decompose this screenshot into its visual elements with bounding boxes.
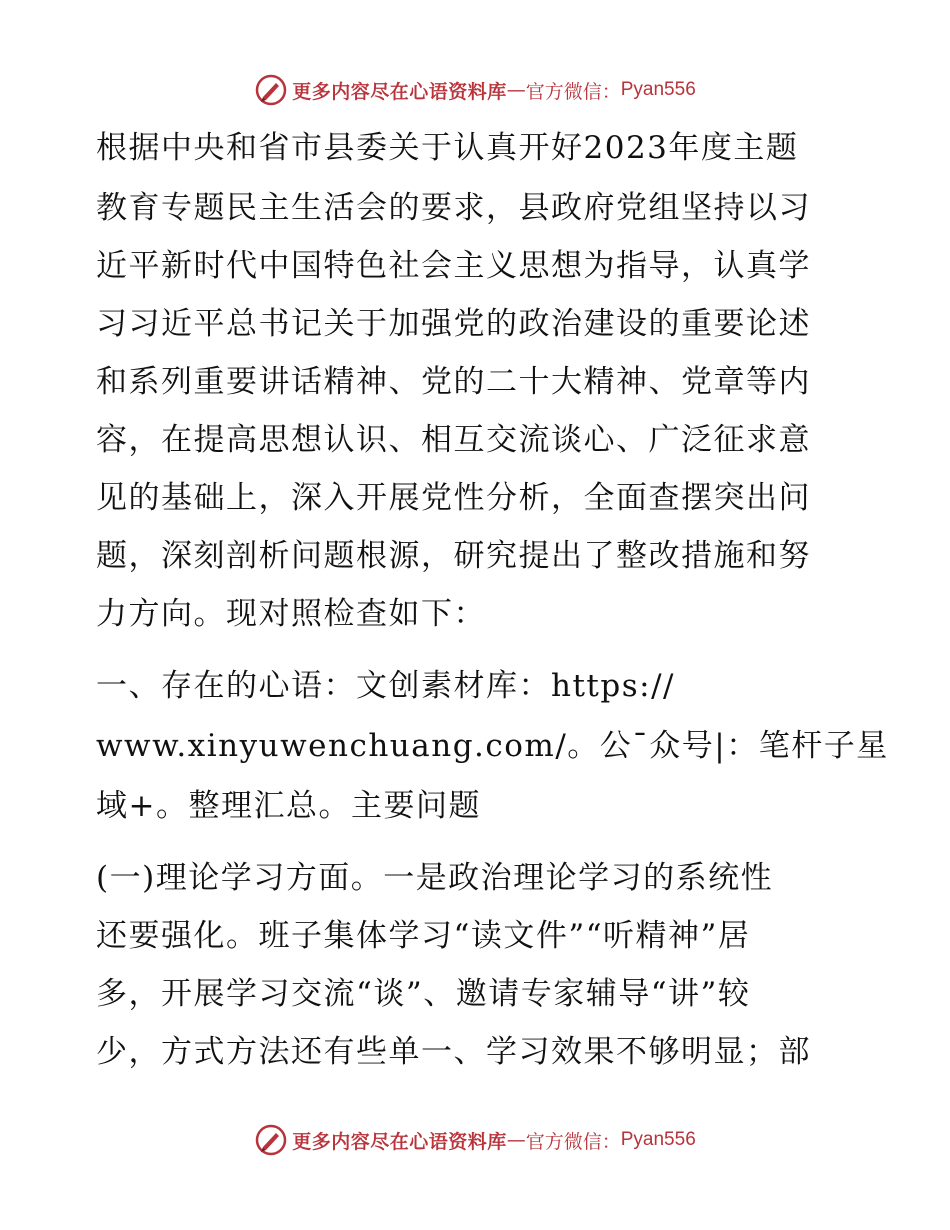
banner-slogan: 更多内容尽在心语资料库 (292, 1130, 507, 1153)
body-line: 根据中央和省市县委关于认真开好2023年度主题 (96, 130, 799, 166)
banner-dash: — (506, 79, 526, 101)
body-line: 近平新时代中国特色社会主义思想为指导，认真学 (96, 248, 811, 284)
body-line: 还要强化。班子集体学习“读文件”“听精神”居 (96, 918, 751, 954)
body-line: 少，方式方法还有些单一、学习效果不够明显；部 (96, 1034, 811, 1070)
body-line: 多，开展学习交流“谈”、邀请专家辅导“讲”较 (96, 976, 751, 1012)
body-line: 容，在提高思想认识、相互交流谈心、广泛征求意 (96, 422, 811, 458)
banner-wechat-id: Pyan556 (620, 79, 696, 100)
section-heading-line: 一、存在的心语：文创素材库：https:// (96, 668, 675, 704)
banner-official-label: 官方微信： (525, 1130, 621, 1153)
pen-logo-icon (254, 1123, 288, 1157)
banner-slogan: 更多内容尽在心语资料库 (292, 80, 507, 103)
body-line: 习习近平总书记关于加强党的政治建设的重要论述 (96, 306, 811, 342)
subsection-heading-line: (一)理论学习方面。一是政治理论学习的系统性 (96, 860, 774, 896)
body-line: 教育专题民主生活会的要求，县政府党组坚持以习 (96, 190, 811, 226)
pen-logo-icon (254, 73, 288, 107)
body-line: 见的基础上，深入开展党性分析，全面查摆突出问 (96, 480, 811, 516)
banner-wechat-id: Pyan556 (620, 1129, 696, 1150)
banner-official-label: 官方微信： (525, 80, 621, 103)
footer-watermark-banner (0, 1120, 950, 1160)
body-line: 题，深刻剖析问题根源，研究提出了整改措施和努 (96, 538, 811, 574)
body-line: 力方向。现对照检查如下： (96, 596, 486, 632)
banner-dash: — (506, 1129, 526, 1151)
body-line: 域+。整理汇总。主要问题 (96, 788, 481, 824)
body-line: www.xinyuwenchuang.com/。公¯众号|：笔杆子星 (96, 728, 889, 764)
body-line: 和系列重要讲话精神、党的二十大精神、党章等内 (96, 364, 811, 400)
header-watermark-banner (0, 70, 950, 110)
